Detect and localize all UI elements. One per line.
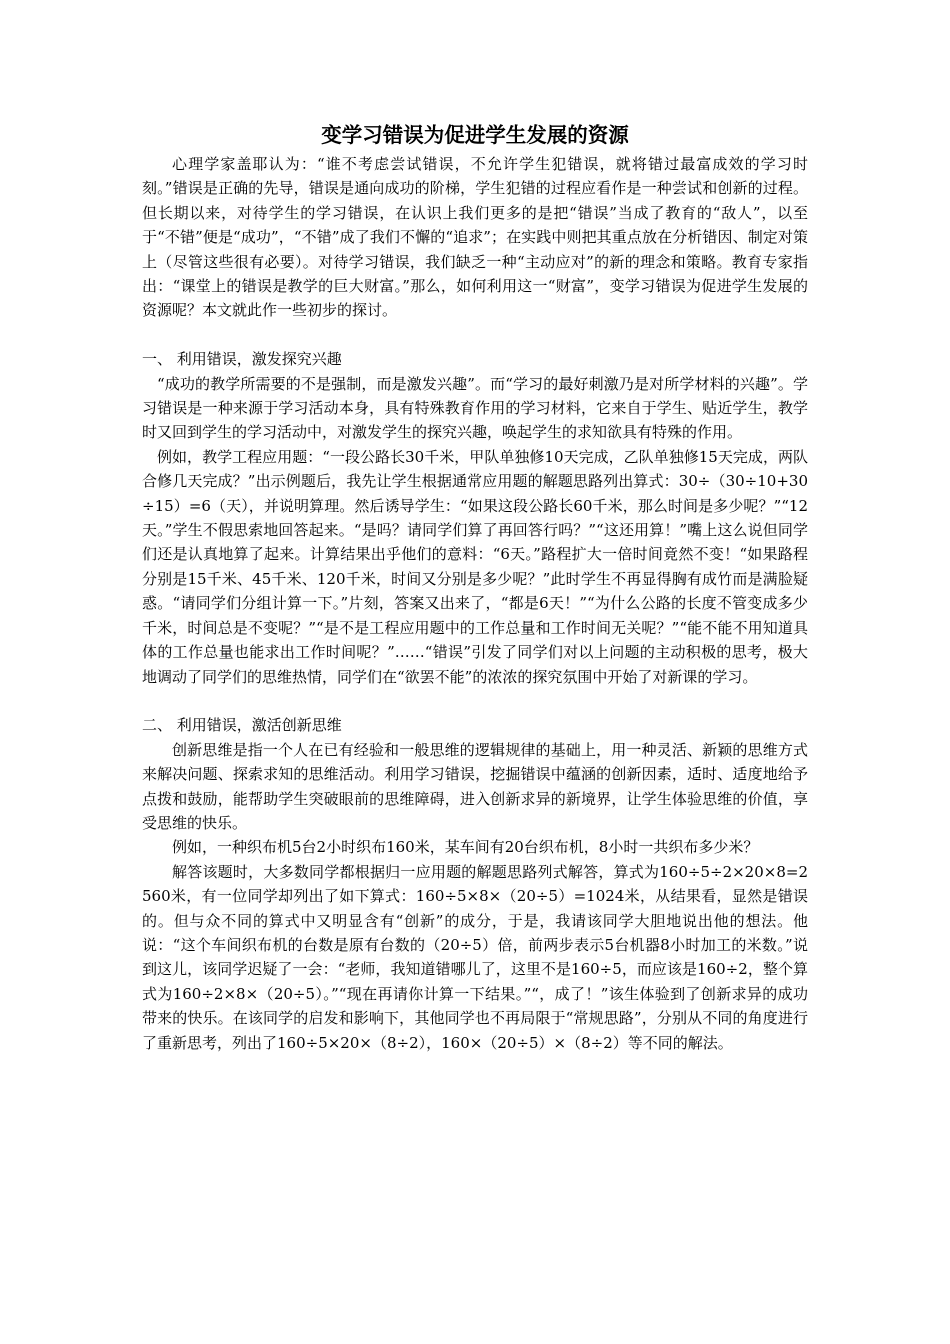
section-1-paragraph-2: 例如，教学工程应用题：“一段公路长30千米，甲队单独修10天完成，乙队单独修15天完成，两队合修几天完成？”出示例题后，我先让学生根据通常应用题的解题思路列出算式：30÷（30÷10+30÷15）=6（天），并说明算理。然后诱导学生：“如果这段公路长60千米，那么时间是多少呢？”“12天。”学生不假思索地回答起来。“是吗？请同学们算了再回答行吗？”“这还用算！”嘴上这么说但同学们还是认真地算了起来。计算结果出乎他们的意料：“6天。”路程扩大一倍时间竟然不变！“如果路程分别是15千米、45千米、120千米，时间又分别是多少呢？”此时学生不再显得胸有成竹而是满脸疑惑。“请同学们分组计算一下。”片刻，答案又出来了，“都是6天！”“为什么公路的长度不管变成多少千米，时间总是不变呢？”“是不是工程应用题中的工作总量和工作时间无关呢？”“能不能不用知道具体的工作总量也能求出工作时间呢？”……“错误”引发了同学们对以上问题的主动积极的思考，极大地调动了同学们的思维热情，同学们在“欲罢不能”的浓浓的探究氛围中开始了对新课的学习。 — [142, 447, 808, 686]
paragraph-gap — [142, 689, 808, 713]
section-1-heading: 一、 利用错误，激发探究兴趣 — [142, 350, 342, 369]
section-2-paragraph-2: 例如，一种织布机5台2小时织布160米，某车间有20台织布机，8小时一共织布多少米？ — [172, 838, 759, 857]
document-page — [142, 118, 808, 1055]
section-1-paragraph-1: “成功的教学所需要的不是强制，而是激发兴趣”。而“学习的最好刺激乃是对所学材料的兴趣”。学习错误是一种来源于学习活动本身，具有特殊教育作用的学习材料，它来自于学生、贴近学生，教学时又回到学生的学习活动中，对激发学生的探究兴趣，唤起学生的求知欲具有特殊的作用。 — [142, 374, 808, 442]
section-2-heading: 二、 利用错误，激活创新思维 — [142, 716, 342, 735]
section-2-paragraph-1: 创新思维是指一个人在已有经验和一般思维的逻辑规律的基础上，用一种灵活、新颖的思维方式来解决问题、探索求知的思维活动。利用学习错误，挖掘错误中蕴涵的创新因素，适时、适度地给予点拨和鼓励，能帮助学生突破眼前的思维障碍，进入创新求异的新境界，让学生体验思维的价值，享受思维的快乐。 — [142, 740, 808, 832]
section-2-paragraph-3: 解答该题时，大多数同学都根据归一应用题的解题思路列式解答，算式为160÷5÷2×20×8=2560米，有一位同学却列出了如下算式：160÷5×8×（20÷5）=1024米，从结果看，显然是错误的。但与众不同的算式中又明显含有“创新”的成分，于是，我请该同学大胆地说出他的想法。他说：“这个车间织布机的台数是原有台数的（20÷5）倍，前两步表示5台机器8小时加工的米数。”说到这儿，该同学迟疑了一会：“老师，我知道错哪儿了，这里不是160÷5，而应该是160÷2，整个算式为160÷2×8×（20÷5）。”“现在再请你计算一下结果。”“，成了！”该生体验到了创新求异的成功带来的快乐。在该同学的启发和影响下，其他同学也不再局限于“常规思路”，分别从不同的角度进行了重新思考，列出了160÷5×20×（8÷2），160×（20÷5）×（8÷2）等不同的解法。 — [142, 862, 808, 1052]
paragraph-gap — [142, 323, 808, 347]
intro-paragraph: 心理学家盖耶认为：“谁不考虑尝试错误，不允许学生犯错误，就将错过最富成效的学习时刻。”错误是正确的先导，错误是通向成功的阶梯，学生犯错的过程应看作是一种尝试和创新的过程。但长期以来，对待学生的学习错误，在认识上我们更多的是把“错误”当成了教育的“敌人”，以至于“不错”便是“成功”，“不错”成了我们不懈的“追求”；在实践中则把其重点放在分析错因、制定对策上（尽管这些很有必要）。对待学习错误，我们缺乏一种“主动应对”的新的理念和策略。教育专家指出：“课堂上的错误是教学的巨大财富。”那么，如何利用这一“财富”，变学习错误为促进学生发展的资源呢？本文就此作一些初步的探讨。 — [142, 155, 808, 320]
document-title: 变学习错误为促进学生发展的资源 — [321, 123, 629, 147]
